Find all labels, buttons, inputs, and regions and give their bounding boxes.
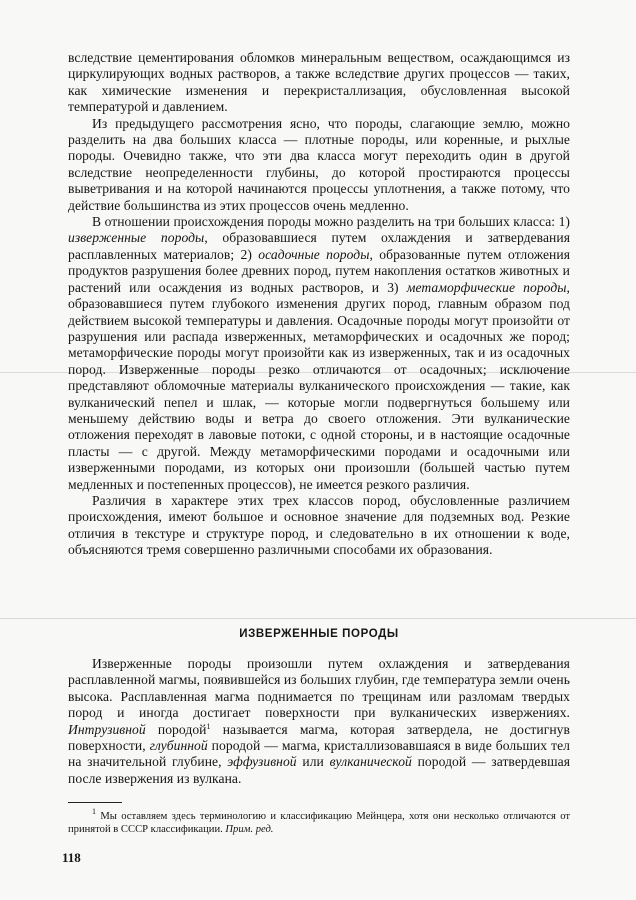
section-text	[68, 656, 570, 787]
paragraph-3-text: , образовавшиеся путем охлаждения и затвердевания расплавленных материалов; 2)	[68, 230, 570, 262]
paragraph-4: Различия в характере этих трех классов пород, обусловленные различием происхождения, имеют большое и основное значение для подземных вод. Резкие отличия в текстуре и структуре пород, и следовательно в их отношении к воде, объясняются тремя совершенно различными способами их образования.	[68, 492, 570, 558]
term-igneous-rocks: изверженные породы	[68, 230, 205, 246]
paragraph-3-text: , образованные путем отложения продуктов разрушения более древних пород, путем накопления остатков животных и растений или осаждения из водных растворов, и 3)	[68, 246, 570, 295]
paragraph-5-text: породой — магма, кристаллизовавшаяся в виде больших тел на значительной глубине,	[68, 738, 570, 770]
paragraph-3-text: В отношении происхождения породы можно разделить на три больших класса: 1)	[92, 214, 570, 230]
paragraph-3-text: , образовавшиеся путем глубокого изменения других пород, главным образом под действием высокой температуры и давления. Осадочные породы могут произойти от разрушения или распада изверженных, метаморфических и осадочных же пород; метаморфические породы могут произойти как из изверженных, так и из осадочных пород. Изверженные породы резко отличаются от осадочных; исключение представляют обломочные материалы вулканического происхождения — такие, как вулканический пепел и шлак, — которые могли подвергнуться большему или меньшему действию воды и ветра до своего отложения. Эти вулканические отложения переходят в лавовые потоки, с одной стороны, и в настоящие осадочные пласты — с другой. Между метаморфическими породами и осадочными или изверженными породами, из которых они произошли (большей частью путем медленных и постепенных процессов), не имеется резкого различия.	[68, 279, 570, 492]
term-metamorphic-rocks: метаморфические породы	[406, 279, 567, 295]
footnote-divider	[68, 802, 122, 803]
paragraph-2: Из предыдущего рассмотрения ясно, что породы, слагающие землю, можно разделить на два больших класса — плотные породы, или коренные, и рыхлые породы. Очевидно также, что эти два класса могут переходить один в другой вследствие неопределенности глубины, до которой простираются процессы выветривания и на которой начинаются процессы уплотнения, а также потому, что действие большинства из этих процессов очень медленно.	[68, 115, 570, 213]
section-heading: ИЗВЕРЖЕННЫЕ ПОРОДЫ	[239, 628, 399, 640]
footnote-text: Мы оставляем здесь терминологию и классификацию Мейнцера, хотя они несколько отличаются от принятой в СССР классификации.	[68, 811, 570, 836]
footnote-mark: 1	[92, 807, 96, 816]
footnote-reference[interactable]: 1	[206, 721, 211, 731]
paragraph-5-text: Изверженные породы произошли путем охлаждения и затвердевания расплавленной магмы, появившейся из больших глубин, где температура земли очень высока. Расплавленная магма поднимается по трещинам или разломам твердых пород и иногда достигает поверхности при вулканических извержениях.	[68, 656, 570, 721]
page-number: 118	[62, 850, 81, 865]
term-volcanic: вулканической	[329, 754, 412, 770]
term-plutonic: глубинной	[149, 738, 208, 754]
main-text	[68, 50, 570, 559]
paragraph-3	[68, 214, 570, 493]
paragraph-5-text: породой — затвердевшая после извержения из вулкана.	[68, 754, 570, 786]
term-sedimentary-rocks: осадочные породы	[258, 246, 370, 262]
paragraph-5-text: или	[296, 754, 330, 770]
scan-artifact-line	[0, 618, 636, 619]
editor-note: Прим. ред.	[225, 824, 274, 836]
footnote	[68, 807, 570, 837]
term-effusive: эффузивной	[227, 754, 297, 770]
paragraph-5-text: породой	[145, 721, 207, 737]
paragraph-5-text: называется магма, которая затвердела, не достигнув поверхности,	[68, 721, 571, 754]
paragraph-1: вследствие цементирования обломков минеральным веществом, осаждающимся из циркулирующих водных растворов, а также вследствие других процессов — таких, как химические изменения и перекристаллизация, обусловленная высокой температурой и давлением.	[68, 50, 570, 115]
paragraph-5	[68, 656, 570, 787]
term-intrusive: Интрузивной	[68, 721, 146, 737]
